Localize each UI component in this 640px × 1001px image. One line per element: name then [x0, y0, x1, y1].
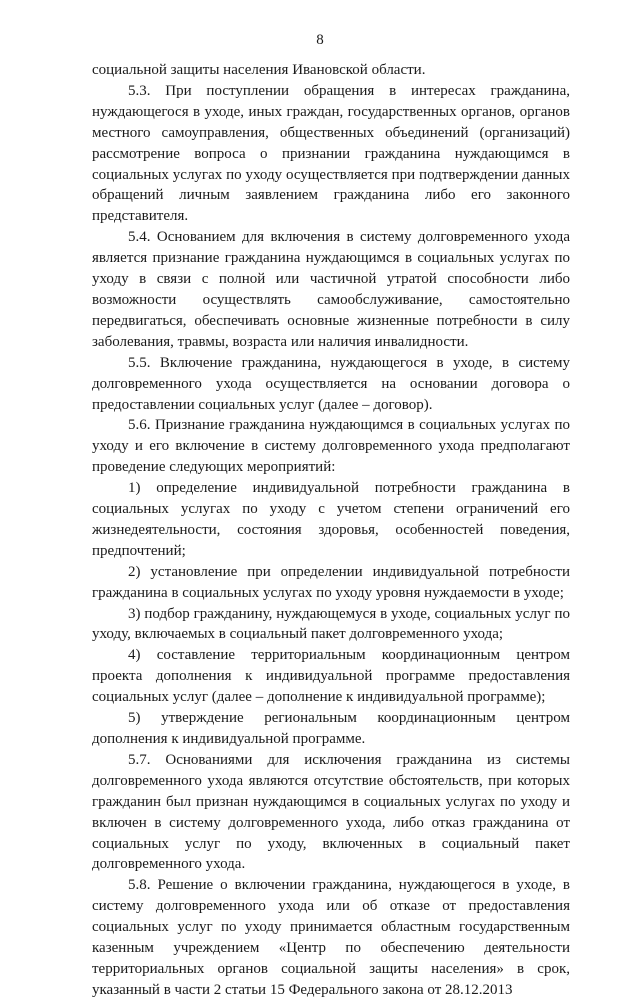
paragraph-5-8: 5.8. Решение о включении гражданина, нуждающегося в уходе, в систему долговременного ухода или об отказе от предоставления социальных услуг по уходу принимается областным государственным казенным учреждением «Центр по обеспечению деятельности территориальных органов социальной защиты населения» в срок, указанный в части 2 статьи 15 Федерального закона от 28.12.2013 — [92, 877, 570, 998]
paragraph-continuation: социальной защиты населения Ивановской области. — [92, 62, 426, 78]
list-item-5: 5) утверждение региональным координационным центром дополнения к индивидуальной программе. — [92, 710, 570, 747]
list-item-4: 4) составление территориальным координационным центром проекта дополнения к индивидуальной программе предоставления социальных услуг (далее – дополнение к индивидуальной программе); — [92, 647, 570, 706]
paragraph-5-6: 5.6. Признание гражданина нуждающимся в социальных услугах по уходу и его включение в систему долговременного ухода предполагают проведение следующих мероприятий: — [92, 417, 570, 476]
list-item-1: 1) определение индивидуальной потребности гражданина в социальных услугах по уходу с учетом степени ограничений его жизнедеятельности, состояния здоровья, особенностей поведения, предпочтений; — [92, 480, 570, 559]
list-item-2: 2) установление при определении индивидуальной потребности гражданина в социальных услугах по уходу уровня нуждаемости в уходе; — [92, 563, 570, 601]
paragraph-5-7: 5.7. Основаниями для исключения гражданина из системы долговременного ухода являются отсутствие обстоятельств, при которых гражданин был признан нуждающимся в социальных услугах по уходу и включен в систему долговременного ухода, либо отказ гражданина от социальных услуг по уходу, включенных в социальный пакет долговременного ухода. — [92, 751, 570, 873]
paragraph-5-3: 5.3. При поступлении обращения в интересах гражданина, нуждающегося в уходе, иных граждан, государственных органов, органов местного самоуправления, общественных объединений (организаций) рассмотрение вопроса о признании гражданина нуждающимся в социальных услугах по уходу осуществляется при подтверждении данных обращений личным заявлением гражданина либо его законного представителя. — [92, 82, 570, 225]
page-number: 8 — [316, 32, 324, 48]
paragraph-5-4: 5.4. Основанием для включения в систему долговременного ухода является признание гражданина нуждающимся в социальных услугах по уходу в связи с полной или частичной утратой способности либо возможности осуществлять самообслуживание, самостоятельно передвигаться, обеспечивать основные жизненные потребности в силу заболевания, травмы, возраста или наличия инвалидности. — [92, 229, 570, 350]
list-item-3: 3) подбор гражданину, нуждающемуся в уходе, социальных услуг по уходу, включаемых в социальный пакет долговременного ухода; — [92, 605, 570, 643]
paragraph-5-5: 5.5. Включение гражданина, нуждающегося в уходе, в систему долговременного ухода осуществляется на основании договора о предоставлении социальных услуг (далее – договор). — [92, 354, 570, 413]
document-body — [92, 60, 570, 1001]
